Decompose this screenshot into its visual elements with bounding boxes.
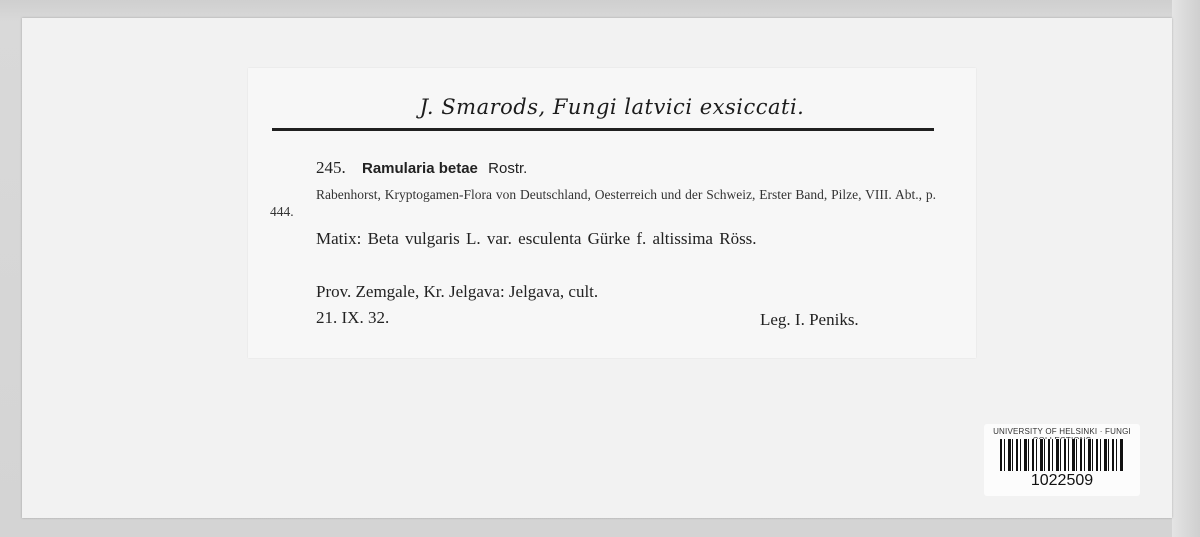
collector: Leg. I. Peniks. <box>760 310 859 329</box>
sheet-edge <box>1172 0 1200 537</box>
barcode-icon <box>1000 439 1124 471</box>
exsiccata-title: J. Smarods, Fungi latvici exsiccati. <box>419 95 805 119</box>
host-matrix: Matix: Beta vulgaris L. var. esculenta Gürke f. altissima Röss. <box>316 229 757 248</box>
specimen-label <box>248 68 976 358</box>
species-number: 245. <box>316 158 346 177</box>
barcode-number: 1022509 <box>1030 472 1094 489</box>
collection-date: 21. IX. 32. <box>316 308 390 327</box>
literature-reference: Rabenhorst, Kryptogamen-Flora von Deutschland, Oesterreich und der Schweiz, Erster Band, Pilze, VIII. Abt., p. 444. <box>270 187 936 219</box>
barcode-label <box>984 424 1140 496</box>
title-rule <box>272 128 934 131</box>
species-line <box>316 158 527 178</box>
locality: Prov. Zemgale, Kr. Jelgava: Jelgava, cult. <box>316 282 599 301</box>
species-name: Ramularia betae <box>362 160 478 177</box>
species-author: Rostr. <box>488 160 528 177</box>
barcode-institution: UNIVERSITY OF HELSINKI · FUNGI <box>993 427 1131 436</box>
